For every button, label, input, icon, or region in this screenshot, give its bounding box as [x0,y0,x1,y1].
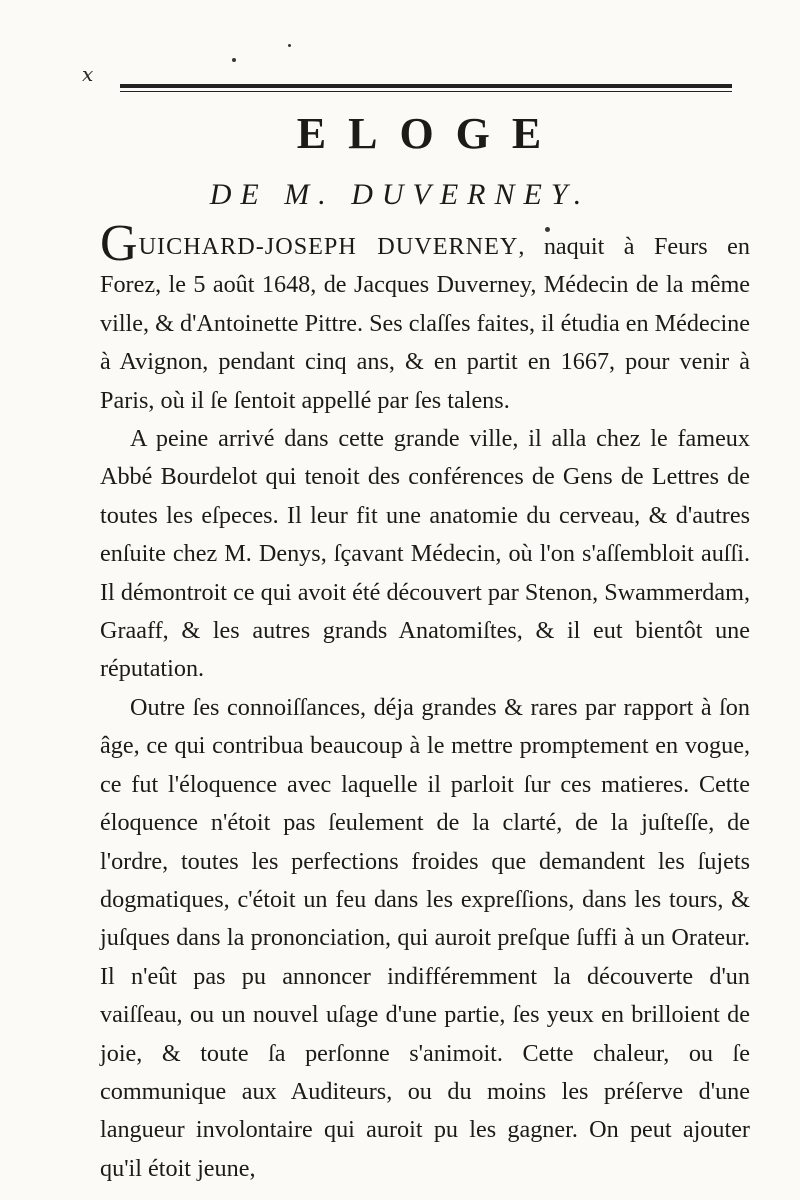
header-rule-thick [120,84,732,88]
paragraph: Outre ſes connoiſſances, déja grandes & rares par rapport à ſon âge, ce qui contribua beaucoup à le mettre promptement en vogue, ce fut l'éloquence avec laquelle il parloit ſur ces matieres. Cette éloquence n'étoit pas ſeulement de la clarté, de la juſteſſe, de l'ordre, toutes les perfections froides que demandent les ſujets dogmatiques, c'étoit un feu dans les expreſſions, dans les tours, & juſques dans la prononciation, qui auroit preſque ſuffi à un Orateur. Il n'eût pas pu annoncer indifféremment la découverte d'un vaiſſeau, ou un nouvel uſage d'une partie, ſes yeux en brilloient de joie, & toute ſa perſonne s'animoit. Cette chaleur, ou ſe communique aux Auditeurs, ou du moins les préſerve d'une langueur involontaire qui auroit pu les gagner. On peut ajouter qu'il étoit jeune, [100,693,750,1182]
header-rule-thin [120,91,732,92]
opening-paragraph [100,215,750,420]
drop-cap: G [100,215,138,272]
ink-speck [288,44,291,47]
paragraph: A peine arrivé dans cette grande ville, il alla chez le fameux Abbé Bourdelot qui tenoit des conférences de Gens de Lettres de toutes les eſpeces. Il leur fit une anatomie du cerveau, & d'autres enſuite chez M. Denys, ſçavant Médecin, où l'on s'aſſembloit auſſi. Il démontroit ce qui avoit été découvert par Stenon, Swammerdam, Graaff, & les autres grands Anatomiſtes, & il eut bientôt une réputation. [100,425,750,683]
ink-speck [545,227,550,232]
signature-mark: x [82,62,94,86]
body-text [100,215,750,1188]
opening-text: , naquit à Feurs en Forez, le 5 août 1648, de Jacques Duverney, Médecin de la même ville, & d'Antoinette Pittre. Ses claſſes faites, il étudia en Médecine à Avignon, pendant cinq ans, & en partit en 1667, pour venir à Paris, où il ſe ſentoit appellé par ſes talens. [100,233,750,414]
page-title: ELOGE [296,109,564,158]
name-smallcaps: UICHARD-JOSEPH DUVERNEY [138,233,519,260]
ink-speck [232,58,236,62]
page-subtitle: DE M. DUVERNEY. [209,178,591,211]
